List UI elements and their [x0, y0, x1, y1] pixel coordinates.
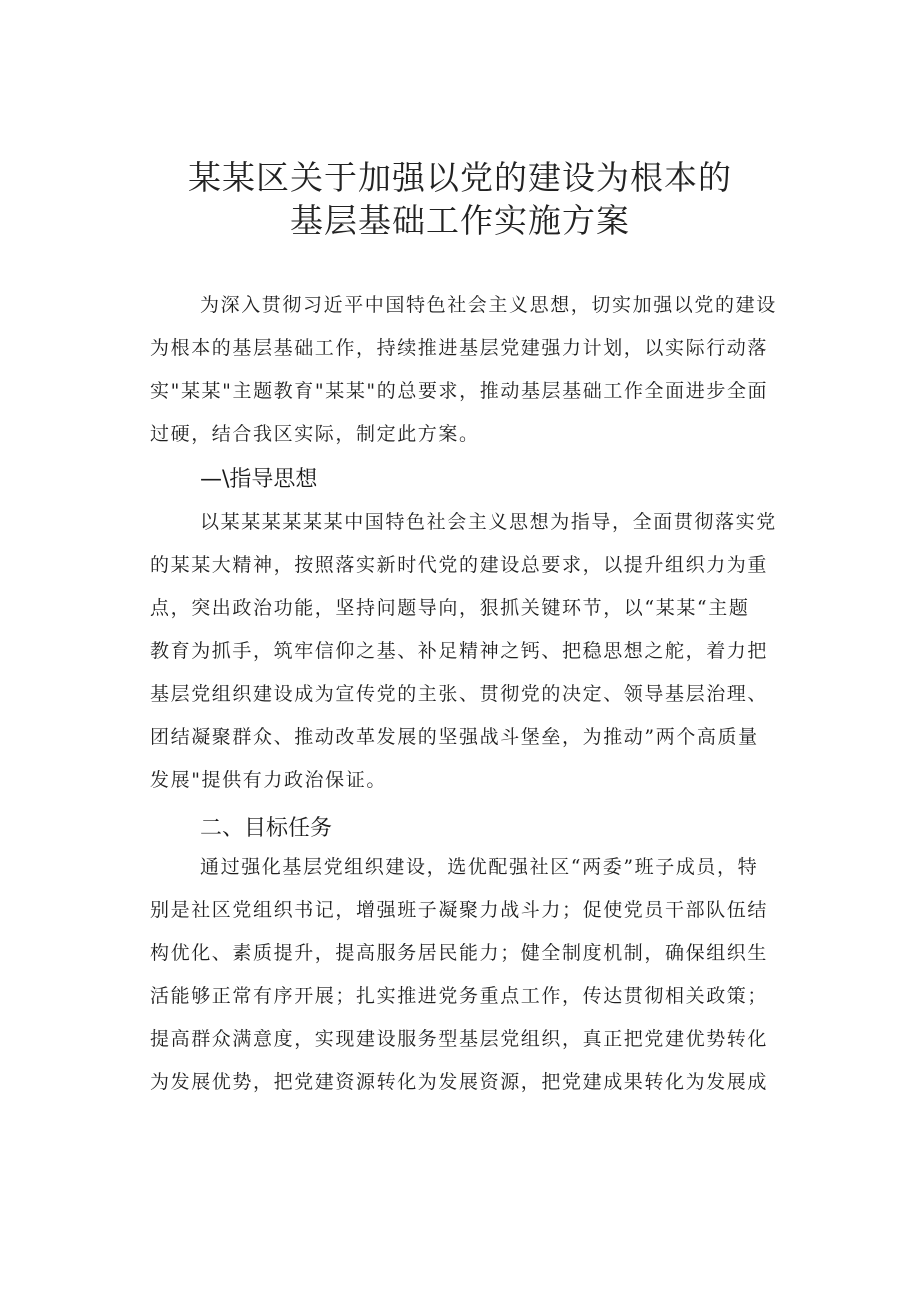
paragraph-line: 通过强化基层党组织建设，选优配强社区“两委”班子成员，特: [200, 856, 759, 878]
paragraph-line: 的某某大精神，按照落实新时代党的建设总要求，以提升组织力为重: [150, 554, 769, 576]
paragraph-line: 为深入贯彻习近平中国特色社会主义思想，切实加强以党的建设: [200, 294, 777, 316]
paragraph-line: 为根本的基层基础工作，持续推进基层党建强力计划，以实际行动落: [150, 337, 769, 359]
paragraph-line: 为发展优势，把党建资源转化为发展资源，把党建成果转化为发展成: [150, 1071, 769, 1093]
paragraph-line: 别是社区党组织书记，增强班子凝聚力战斗力；促使党员干部队伍结: [150, 899, 769, 921]
section-heading-goals-tasks: 二、目标任务: [200, 816, 333, 841]
document-title-line-2: 基层基础工作实施方案: [290, 201, 630, 240]
paragraph-line: 基层党组织建设成为宣传党的主张、贯彻党的决定、领导基层治理、: [150, 683, 769, 705]
paragraph-line: 活能够正常有序开展；扎实推进党务重点工作，传达贯彻相关政策；: [150, 985, 769, 1007]
paragraph-line: 构优化、素质提升，提高服务居民能力；健全制度机制，确保组织生: [150, 942, 769, 964]
paragraph-line: 提高群众满意度，实现建设服务型基层党组织，真正把党建优势转化: [150, 1028, 769, 1050]
paragraph-line: 以某某某某某某中国特色社会主义思想为指导，全面贯彻落实党: [200, 511, 777, 533]
paragraph-line: 实"某某"主题教育"某某"的总要求，推动基层基础工作全面进步全面: [150, 380, 769, 402]
paragraph-line: 过硬，结合我区实际，制定此方案。: [150, 423, 480, 445]
intro-paragraph: [150, 284, 800, 456]
paragraph-line: 点，突出政治功能，坚持问题导向，狠抓关键环节，以“某某“主题: [150, 597, 750, 619]
paragraph-line: 发展"提供有力政治保证。: [150, 769, 387, 791]
document-title-line-1: 某某区关于加强以党的建设为根本的: [188, 158, 732, 197]
paragraph-line: 教育为抓手，筑牢信仰之基、补足精神之钙、把稳思想之舵，着力把: [150, 640, 769, 662]
section-heading-guiding-ideology: —\指导思想: [200, 467, 318, 492]
goals-tasks-paragraph: [150, 846, 800, 1104]
guiding-ideology-paragraph: [150, 501, 800, 802]
paragraph-line: 团结凝聚群众、推动改革发展的坚强战斗堡垒，为推动”两个高质量: [150, 726, 759, 748]
